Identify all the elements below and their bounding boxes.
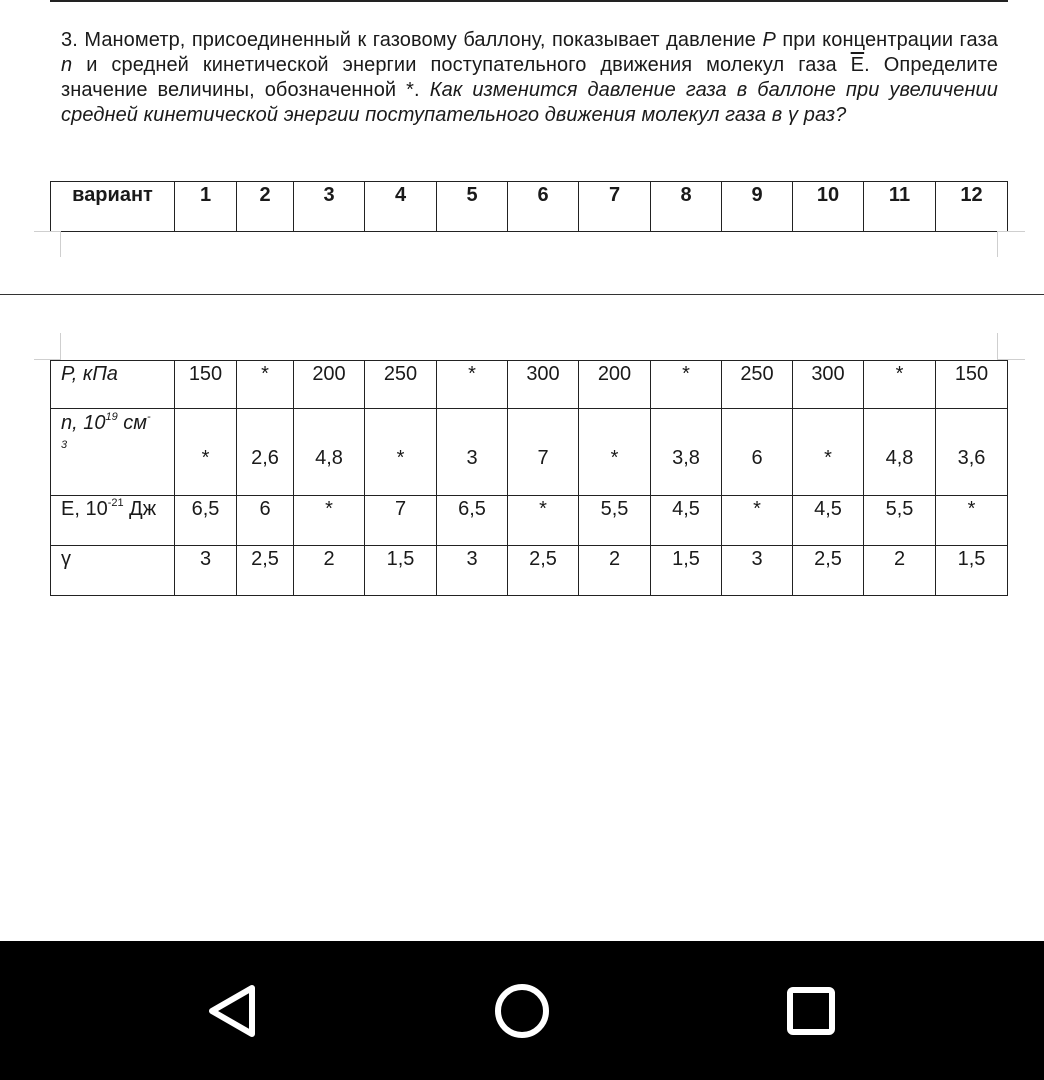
table-cell: 300 [793,361,864,409]
table-cell: 2 [579,546,651,596]
concentration-label: n, $10^{19}$ см- 3 [51,409,175,496]
table-cell: 2,5 [508,546,579,596]
table-cell: 4,8 [294,409,365,496]
table-cell: 4,5 [793,496,864,546]
home-button[interactable] [487,981,557,1041]
table-cell: 2 [294,546,365,596]
variant-number: 8 [651,182,722,232]
variant-number: 7 [579,182,651,232]
problem-number: 3. [61,29,78,51]
margin-mark [34,231,61,232]
home-circle-icon [487,981,557,1041]
gamma-row [51,546,1008,596]
table-cell: 2,6 [237,409,294,496]
table-cell: 3 [722,546,793,596]
problem-text: 3. Манометр, присоединенный к газовому баллону, показывает давление P при концентрации газа n и средней кинетической энергии поступательного движения молекул газа $\overline{E}$. Определите значение величины, обозначенной *. Как изменится давление газа в баллоне при увеличении средней кинетической энергии поступательного движения молекул газа в γ раз? [61,29,999,126]
variant-header-table [50,181,1008,232]
table-cell: 5,5 [579,496,651,546]
variant-number: 5 [437,182,508,232]
table-cell: 1,5 [651,546,722,596]
problem-question: Как изменится давление газа в баллоне при увеличении средней кинетической энергии поступательного движения молекул газа в γ раз? [61,79,999,126]
table-cell: 3 [437,546,508,596]
table-cell: 150 [936,361,1008,409]
pressure-row [51,361,1008,409]
variant-number: 9 [722,182,793,232]
margin-mark [997,231,1025,232]
table-cell: 2,5 [237,546,294,596]
previous-table-edge [50,0,1008,2]
table-cell: * [722,496,793,546]
symbol-e-bar: $\overline{E}$ [850,54,865,76]
table-cell: 1,5 [365,546,437,596]
gamma-label: γ [51,546,175,596]
table-cell: * [294,496,365,546]
table-cell: * [508,496,579,546]
variant-number: 6 [508,182,579,232]
energy-label: E, $10^{-21}$ Дж [51,496,175,546]
variant-number: 2 [237,182,294,232]
table-cell: 250 [722,361,793,409]
table-cell: * [437,361,508,409]
concentration-row [51,409,1008,496]
table-cell: * [175,409,237,496]
table-cell: 200 [294,361,365,409]
back-triangle-icon [198,981,268,1041]
table-cell: 3,8 [651,409,722,496]
android-navigation-bar [0,941,1044,1080]
variant-number: 3 [294,182,365,232]
table-cell: 3,6 [936,409,1008,496]
table-cell: 6 [237,496,294,546]
table-cell: 6 [722,409,793,496]
variant-number: 12 [936,182,1008,232]
variant-data-table [50,360,1008,596]
table-cell: 5,5 [864,496,936,546]
table-cell: 1,5 [936,546,1008,596]
table-cell: 2 [864,546,936,596]
margin-mark [997,333,998,359]
table-cell: * [365,409,437,496]
table-cell: 300 [508,361,579,409]
symbol-p: P [762,29,776,51]
table-cell: 6,5 [175,496,237,546]
table-cell: 3 [437,409,508,496]
table-cell: 4,8 [864,409,936,496]
table-cell: * [579,409,651,496]
table-cell: 6,5 [437,496,508,546]
variant-number: 11 [864,182,936,232]
recent-apps-square-icon [776,981,846,1041]
table-cell: * [793,409,864,496]
table-cell: 7 [508,409,579,496]
table-cell: 4,5 [651,496,722,546]
table-cell: 150 [175,361,237,409]
energy-row [51,496,1008,546]
margin-mark [997,231,998,257]
recent-apps-button[interactable] [776,981,846,1041]
variant-number: 4 [365,182,437,232]
margin-mark [60,333,61,359]
back-button[interactable] [198,981,268,1041]
variant-number: 10 [793,182,864,232]
table-cell: 3 [175,546,237,596]
page-break-line [0,294,1044,295]
variant-header-row [51,182,1008,232]
table-cell: * [936,496,1008,546]
table-cell: * [651,361,722,409]
variant-label: вариант [51,182,175,232]
table-cell: * [864,361,936,409]
variant-number: 1 [175,182,237,232]
pressure-label: P, кПа [51,361,175,409]
margin-mark [60,231,61,257]
table-cell: 250 [365,361,437,409]
table-cell: 2,5 [793,546,864,596]
symbol-n: n [61,54,73,76]
table-cell: * [237,361,294,409]
table-cell: 7 [365,496,437,546]
table-cell: 200 [579,361,651,409]
